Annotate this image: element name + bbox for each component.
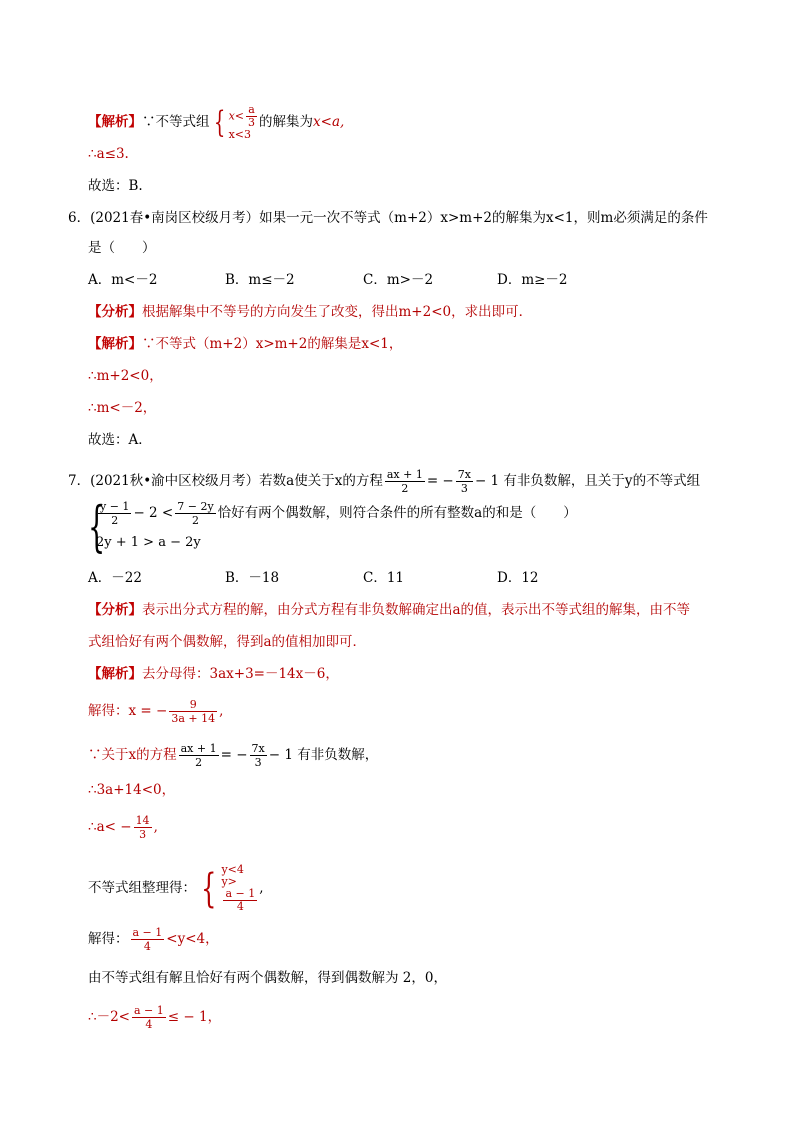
sys1-row1: x< $\frac{a}{3}$ <box>228 103 256 129</box>
q7-even-solutions: 由不等式组有解且恰好有两个偶数解，得到偶数解为 2，0， <box>88 970 447 986</box>
q7-solution-line1 <box>88 664 339 684</box>
q7-option-c: C．11 <box>363 570 405 586</box>
q7-step-3a14: ∴3a+14<0， <box>88 782 176 798</box>
conclude-a: ∴a≤3. <box>88 146 129 162</box>
q7-eq-mid: = − <box>426 473 454 489</box>
q6-option-c: C．m>－2 <box>363 272 434 288</box>
q6-option-d: D．m≥－2 <box>497 272 568 288</box>
q7-step-a-bound: ∴a< − $\frac{14}{3}$ , <box>88 814 158 841</box>
analysis-tag: 【解析】 <box>88 114 142 130</box>
q6-step1: ∴m+2<0， <box>88 368 163 384</box>
q7-analysis-line2: 式组恰好有两个偶数解，得到a的值相加即可． <box>88 634 367 650</box>
sys1-tail: 的解集为 <box>259 114 314 130</box>
q7-condition: ∵关于x的方程 $\frac{ax + 1}{2}$ = − $\frac{7x}{3}$ − 1 有非负数解， <box>88 742 379 769</box>
q7-fenxi-tag: 【分析】 <box>88 602 142 618</box>
q7-stem-line2: 恰好有两个偶数解，则符合条件的所有整数a的和是（ ） <box>217 505 577 521</box>
q6-analysis <box>88 302 532 322</box>
q6-step2: ∴m<－2， <box>88 400 157 416</box>
analysis-line <box>88 104 344 141</box>
q7-fenxi-text1: 表示出分式方程的解，由分式方程有非负数解确定出a的值，表示出不等式组的解集，由不等 <box>142 602 691 618</box>
q6-answer: 故选：A． <box>88 432 152 448</box>
q7-final-inequality: ∴－2< $\frac{a - 1}{4}$ ≤ − 1， <box>88 1004 222 1031</box>
q6-solution <box>88 334 402 354</box>
q7-solution-range: 解得： $\frac{a - 1}{4}$ <y<4， <box>88 926 219 953</box>
choice-b: 故选：B. <box>88 178 143 194</box>
q6-stem-line2: 是（ ） <box>88 240 156 256</box>
q7-stem-line1 <box>68 468 700 495</box>
q6-fenxi-text: 根据解集中不等号的方向发生了改变，得出m+2<0，求出即可． <box>142 304 533 320</box>
q7-option-d: D．12 <box>497 570 539 586</box>
q7-system-row2: 2y + 1 > a − 2y <box>96 535 201 550</box>
q7-option-a: A．－22 <box>88 570 142 586</box>
q7-system-brace: { <box>88 495 106 558</box>
q6-fenxi-tag: 【分析】 <box>88 304 142 320</box>
q6-option-b: B．m≤－2 <box>225 272 295 288</box>
q7-eq-frac2: $\frac{7x}{3}$ <box>457 468 471 495</box>
q7-option-b: B．－18 <box>225 570 280 586</box>
q7-stem-pre: 7．(2021秋•渝中区校级月考）若数a使关于x的方程 <box>68 473 383 489</box>
sys1-row2: x<3 <box>228 128 252 141</box>
q7-jiexi-tag: 【解析】 <box>88 666 142 682</box>
inequality-system-1: { x< $\frac{a}{3}$ x<3 <box>210 104 260 141</box>
q7-analysis-line1 <box>88 600 690 620</box>
sys1-result: x<a, <box>313 114 345 130</box>
q7-solve-x: 解得：x = − $\frac{9}{3a + 14}$ , <box>88 698 224 725</box>
q7-eq-frac1: $\frac{ax + 1}{2}$ <box>386 468 423 495</box>
q7-stem-post: − 1 有非负数解，且关于y的不等式组 <box>474 473 701 489</box>
q6-jiexi-text: ∵不等式（m+2）x>m+2的解集是x<1， <box>142 336 403 352</box>
q6-stem-line1: 6．(2021春•南岗区校级月考）如果一元一次不等式（m+2）x>m+2的解集为x<1，则m必须满足的条件 <box>68 210 708 226</box>
q7-inequality-system <box>88 495 728 558</box>
q6-jiexi-tag: 【解析】 <box>88 336 142 352</box>
q7-system-row1: $\frac{y - 1}{2}$ − 2 < $\frac{7 - 2y}{2}$ 恰好有两个偶数解，则符合条件的所有整数a的和是（ ） <box>100 500 577 527</box>
q7-system-simplified: 不等式组整理得： { y<4 y> a − 1 4 , <box>88 863 264 913</box>
q7-jiexi-text1: 去分母得：3ax+3=－14x－6， <box>142 666 339 682</box>
q6-option-a: A．m<－2 <box>88 272 158 288</box>
analysis-intro: ∵不等式组 <box>142 114 210 130</box>
